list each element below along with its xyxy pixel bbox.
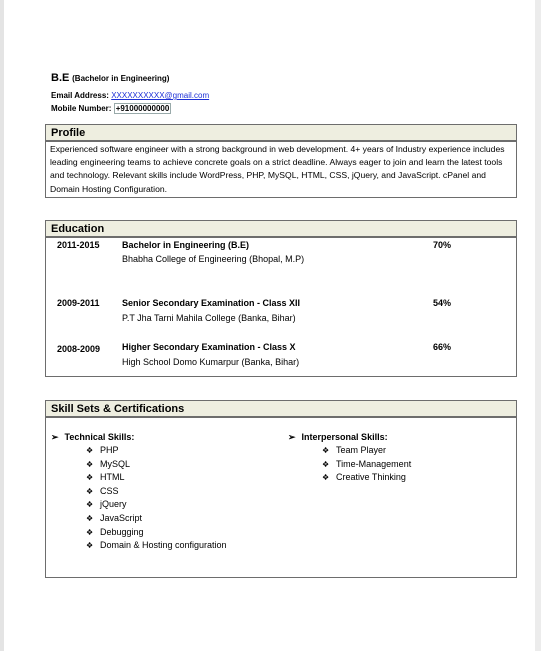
diamond-bullet-icon: ❖ — [86, 527, 94, 537]
mobile-row — [51, 104, 171, 113]
page-left-edge — [0, 0, 4, 651]
technical-skills-label: Technical Skills: — [64, 432, 135, 442]
diamond-bullet-icon: ❖ — [322, 473, 330, 483]
list-item: ❖ CSS — [86, 485, 227, 499]
diamond-bullet-icon: ❖ — [86, 513, 94, 523]
edu-percent: 70% — [433, 240, 452, 250]
edu-percent: 54% — [433, 298, 452, 308]
arrow-bullet-icon: ➢ — [51, 432, 59, 442]
list-item: ❖ JavaScript — [86, 512, 227, 526]
edu-institution: Bhabha College of Engineering (Bhopal, M.P) — [122, 254, 305, 264]
profile-text: Experienced software engineer with a strong background in web development. 4+ years of Industry experience includes leading engineering teams to achieve concrete goals on a strict deadline. Always eager to join and learn the latest tools and technology. Relevant skills include WordPress, PHP, MySQL, HTML, CSS, jQuery, and JavaScript. cPanel and Domain Hosting Configuration. — [50, 144, 505, 194]
list-item: ❖ MySQL — [86, 458, 227, 472]
diamond-bullet-icon: ❖ — [86, 459, 94, 469]
diamond-bullet-icon: ❖ — [86, 500, 94, 510]
list-item: ❖ Creative Thinking — [322, 471, 411, 485]
diamond-bullet-icon: ❖ — [322, 446, 330, 455]
edu-year: 2009-2011 — [57, 298, 100, 308]
diamond-bullet-icon: ❖ — [86, 446, 94, 455]
mobile-value: +91000000000 — [115, 104, 170, 113]
edu-year: 2011-2015 — [57, 240, 100, 250]
diamond-bullet-icon: ❖ — [86, 541, 94, 551]
edu-institution: P.T Jha Tarni Mahila College (Banka, Bihar) — [122, 313, 296, 323]
mobile-label: Mobile Number: — [51, 104, 112, 113]
profile-heading: Profile — [45, 124, 517, 141]
page-right-edge — [535, 0, 541, 651]
interpersonal-skills-heading — [288, 432, 388, 443]
edu-year: 2008-2009 — [57, 344, 101, 354]
list-item: ❖ Team Player — [322, 444, 411, 458]
email-link[interactable]: XXXXXXXXXX@gmail.com — [111, 91, 210, 100]
diamond-bullet-icon: ❖ — [86, 486, 94, 496]
edu-institution: High School Domo Kumarpur (Banka, Bihar) — [122, 357, 300, 367]
email-label: Email Address: — [51, 91, 109, 100]
email-row — [51, 91, 209, 100]
edu-percent: 66% — [433, 342, 452, 352]
education-heading: Education — [45, 220, 517, 237]
degree-heading — [51, 72, 169, 84]
interpersonal-skills-list — [322, 444, 411, 485]
interpersonal-skills-label: Interpersonal Skills: — [301, 432, 388, 442]
degree-long: (Bachelor in Engineering) — [72, 74, 170, 83]
degree-short: B.E — [51, 72, 70, 84]
list-item: ❖ jQuery — [86, 498, 227, 512]
list-item: ❖ HTML — [86, 471, 227, 485]
list-item: ❖ Domain & Hosting configuration — [86, 539, 227, 553]
list-item: ❖ Debugging — [86, 526, 227, 540]
technical-skills-heading — [51, 432, 134, 443]
edu-title: Higher Secondary Examination - Class X — [122, 342, 296, 352]
edu-title: Senior Secondary Examination - Class XII — [122, 298, 301, 308]
edu-title: Bachelor in Engineering (B.E) — [122, 240, 250, 250]
technical-skills-list — [86, 444, 227, 553]
list-item: ❖ PHP — [86, 444, 227, 458]
diamond-bullet-icon: ❖ — [86, 473, 94, 483]
skills-heading: Skill Sets & Certifications — [45, 400, 517, 417]
arrow-bullet-icon: ➢ — [288, 432, 296, 442]
diamond-bullet-icon: ❖ — [322, 459, 330, 469]
list-item: ❖ Time-Management — [322, 458, 411, 472]
